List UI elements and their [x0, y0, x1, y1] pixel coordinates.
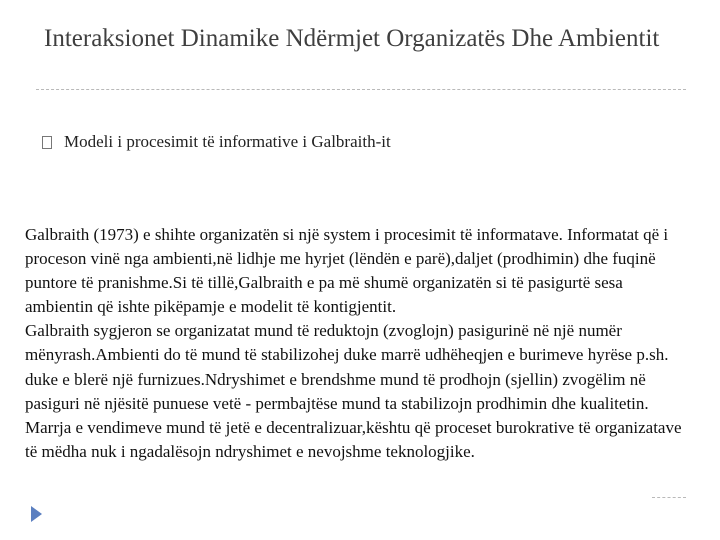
paragraph-1: Galbraith (1973) e shihte organizatën si një system i procesimit të informatave. Informatat që i proceson vinë nga ambienti,në lidhje me hyrjet (lëndën e parë),daljet (prodhimin) dhe fuqinë puntore të pranishme.Si të tillë,Galbraith e pa më shumë organizatën si të pasigurtë sesa ambientin që ishte pikëpamje e modelit të kontigjentit.: [25, 225, 669, 317]
slide-title: Interaksionet Dinamike Ndërmjet Organizatës Dhe Ambientit: [44, 25, 660, 52]
triangle-arrow-icon[interactable]: [31, 506, 42, 522]
paragraph-2: Galbraith sygjeron se organizatat mund të reduktojn (zvoglojn) pasigurinë në një numër mënyrash.Ambienti do të mund të stabilizohej duke marrë udhëheqjen e burimeve hyrëse p.sh. duke e blerë një furnizues.Ndryshimet e brendshme mund të prodhojn (sjellin) zvogëlim në pasiguri në njësitë punuese vetë - permbajtëse mund ta stabilizojn prodhimin dhe kualitetin. Marrja e vendimeve mund të jetë e decentralizuar,kështu që proceset burokrative të organizatave të mëdha nuk i ngadalësojn ndryshimet e nevojshme teknologjike.: [25, 321, 682, 461]
bullet-item: [42, 132, 391, 152]
body-text: [25, 223, 693, 464]
square-bullet-icon: [42, 136, 52, 149]
bullet-text: Modeli i procesimit të informative i Galbraith-it: [64, 132, 391, 151]
title-divider: [36, 89, 686, 90]
bottom-divider: [652, 497, 686, 498]
